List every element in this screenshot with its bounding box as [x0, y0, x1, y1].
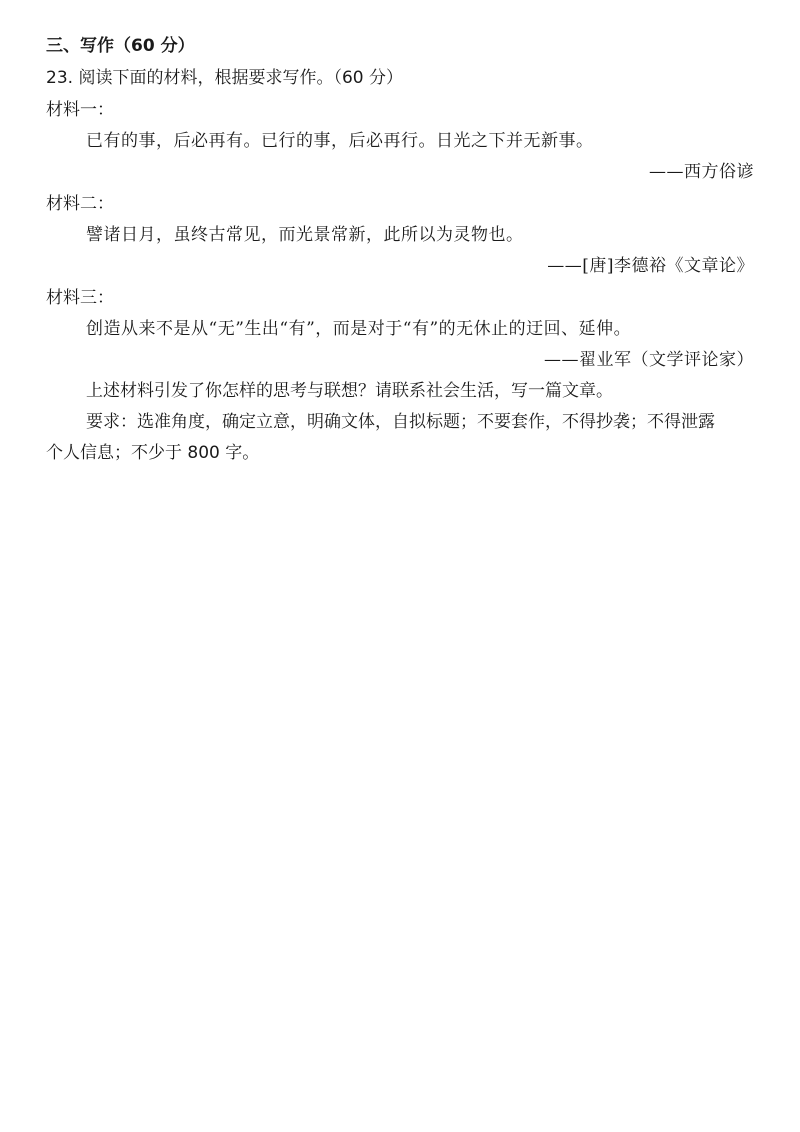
section-title: 三、写作（60 分） [46, 36, 195, 56]
question-prompt: 23. 阅读下面的材料，根据要求写作。（60 分） [46, 68, 403, 88]
writing-task: 上述材料引发了你怎样的思考与联想？请联系社会生活，写一篇文章。 [86, 381, 613, 401]
material-3-label: 材料三： [46, 288, 114, 308]
material-3-text: 创造从来不是从“无”生出“有”，而是对于“有”的无休止的迂回、延伸。 [86, 319, 632, 339]
material-1-source: ——西方俗谚 [649, 162, 754, 182]
material-2-text: 譬诸日月，虽终古常见，而光景常新，此所以为灵物也。 [86, 225, 524, 245]
requirements-line-2: 个人信息；不少于 800 字。 [46, 443, 260, 463]
material-2-label: 材料二： [46, 194, 114, 214]
material-3-source: ——翟业军（文学评论家） [544, 350, 754, 370]
requirements-line-1: 要求：选准角度，确定立意，明确文体，自拟标题；不要套作，不得抄袭；不得泄露 [86, 412, 715, 432]
material-1-text: 已有的事，后必再有。已行的事，后必再行。日光之下并无新事。 [86, 131, 594, 151]
material-2-source: ——[唐]李德裕《文章论》 [547, 256, 754, 276]
material-1-label: 材料一： [46, 100, 114, 120]
